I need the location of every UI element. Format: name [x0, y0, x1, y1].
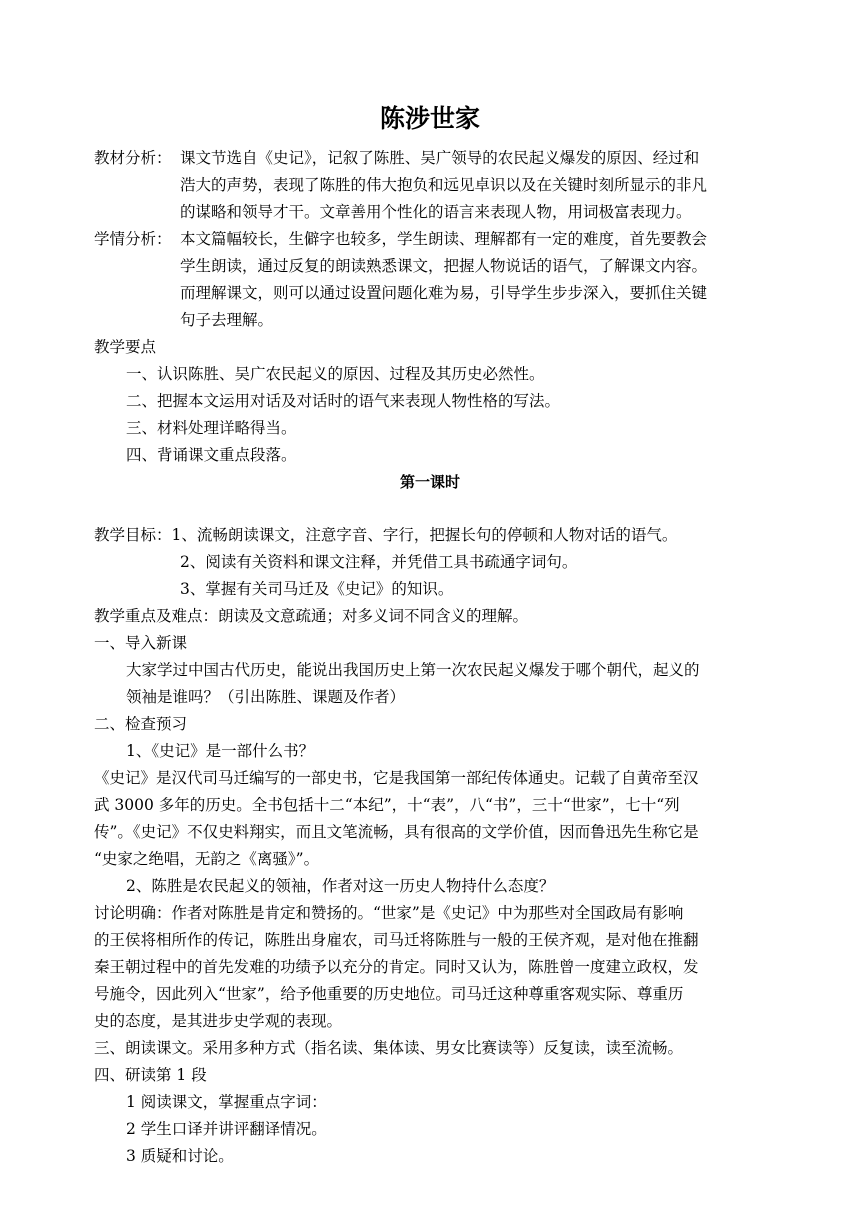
section-heading: 二、检查预习 — [94, 715, 188, 733]
point-item: 四、背诵课文重点段落。 — [126, 446, 297, 464]
paragraph-line: 史的态度，是其进步史学观的表现。 — [94, 1012, 343, 1030]
section-heading: 一、导入新课 — [94, 634, 188, 652]
paragraph-line: 秦王朝过程中的首先发难的功绩予以充分的肯定。同时又认为，陈胜曾一度建立政权，发 — [94, 958, 699, 976]
student-label: 学情分析： — [94, 230, 172, 248]
question: 2、陈胜是农民起义的领袖，作者对这一历史人物持什么态度？ — [126, 877, 555, 895]
point-item: 三、材料处理详略得当。 — [126, 419, 297, 437]
student-line: 而理解课文，则可以通过设置问题化难为易，引导学生步步深入，要抓住关键 — [180, 284, 708, 302]
paragraph-line: 《史记》是汉代司马迁编写的一部史书，它是我国第一部纪传体通史。记载了自黄帝至汉 — [94, 769, 699, 787]
analysis-line: 浩大的声势，表现了陈胜的伟大抱负和远见卓识以及在关键时刻所显示的非凡 — [180, 176, 708, 194]
paragraph-line: 的王侯将相所作的传记，陈胜出身雇农，司马迁将陈胜与一般的王侯齐观，是对他在推翻 — [94, 931, 699, 949]
goals-line: 3、掌握有关司马迁及《史记》的知识。 — [180, 580, 454, 598]
point-item: 一、认识陈胜、吴广农民起义的原因、过程及其历史必然性。 — [126, 365, 545, 383]
student-line: 学生朗读，通过反复的朗读熟悉课文，把握人物说话的语气，了解课文内容。 — [180, 257, 708, 275]
paragraph-line: 大家学过中国古代历史，能说出我国历史上第一次农民起义爆发于哪个朝代，起义的 — [126, 661, 700, 679]
analysis-label: 教材分析： — [94, 149, 172, 167]
list-item: 2 学生口译并讲评翻译情况。 — [126, 1120, 327, 1138]
list-item: 1 阅读课文，掌握重点字词： — [126, 1093, 327, 1111]
section-heading: 三、朗读课文。采用多种方式（指名读、集体读、男女比赛读等）反复读，读至流畅。 — [94, 1039, 684, 1057]
lesson-title: 第一课时 — [399, 473, 460, 491]
paragraph-line: “史家之绝唱，无韵之《离骚》”。 — [94, 850, 320, 868]
list-item: 3 质疑和讨论。 — [126, 1147, 234, 1165]
analysis-line: 的谋略和领导才干。文章善用个性化的语言来表现人物，用词极富表现力。 — [180, 203, 692, 221]
student-line: 本文篇幅较长，生僻字也较多，学生朗读、理解都有一定的难度，首先要教会 — [180, 230, 708, 248]
paragraph-line: 号施令，因此列入“世家”，给予他重要的历史地位。司马迁这种尊重客观实际、尊重历 — [94, 985, 684, 1003]
points-heading: 教学要点 — [94, 338, 157, 356]
question: 1、《史记》是一部什么书？ — [126, 742, 315, 760]
paragraph-line: 武 3000 多年的历史。全书包括十二“本纪”，十“表”，八“书”，三十“世家”，七十“列 — [94, 796, 680, 814]
analysis-line: 课文节选自《史记》，记叙了陈胜、吴广领导的农民起义爆发的原因、经过和 — [180, 149, 700, 167]
section-heading: 四、研读第 1 段 — [94, 1066, 207, 1084]
point-item: 二、把握本文运用对话及对话时的语气来表现人物性格的写法。 — [126, 392, 561, 410]
goals-line: 2、阅读有关资料和课文注释，并凭借工具书疏通字词句。 — [180, 553, 578, 571]
key-points: 教学重点及难点：朗读及文意疏通；对多义词不同含义的理解。 — [94, 607, 529, 625]
paragraph-line: 领袖是谁吗？（引出陈胜、课题及作者） — [126, 688, 406, 706]
goals-line: 教学目标：1、流畅朗读课文，注意字音、字行，把握长句的停顿和人物对话的语气。 — [94, 526, 678, 544]
student-line: 句子去理解。 — [180, 311, 274, 329]
paragraph-line: 讨论明确：作者对陈胜是肯定和赞扬的。“世家”是《史记》中为那些对全国政局有影响 — [94, 904, 684, 922]
document-title: 陈涉世家 — [379, 104, 480, 133]
paragraph-line: 传”。《史记》不仅史料翔实，而且文笔流畅，具有很高的文学价值，因而鲁迅先生称它是 — [94, 823, 699, 841]
